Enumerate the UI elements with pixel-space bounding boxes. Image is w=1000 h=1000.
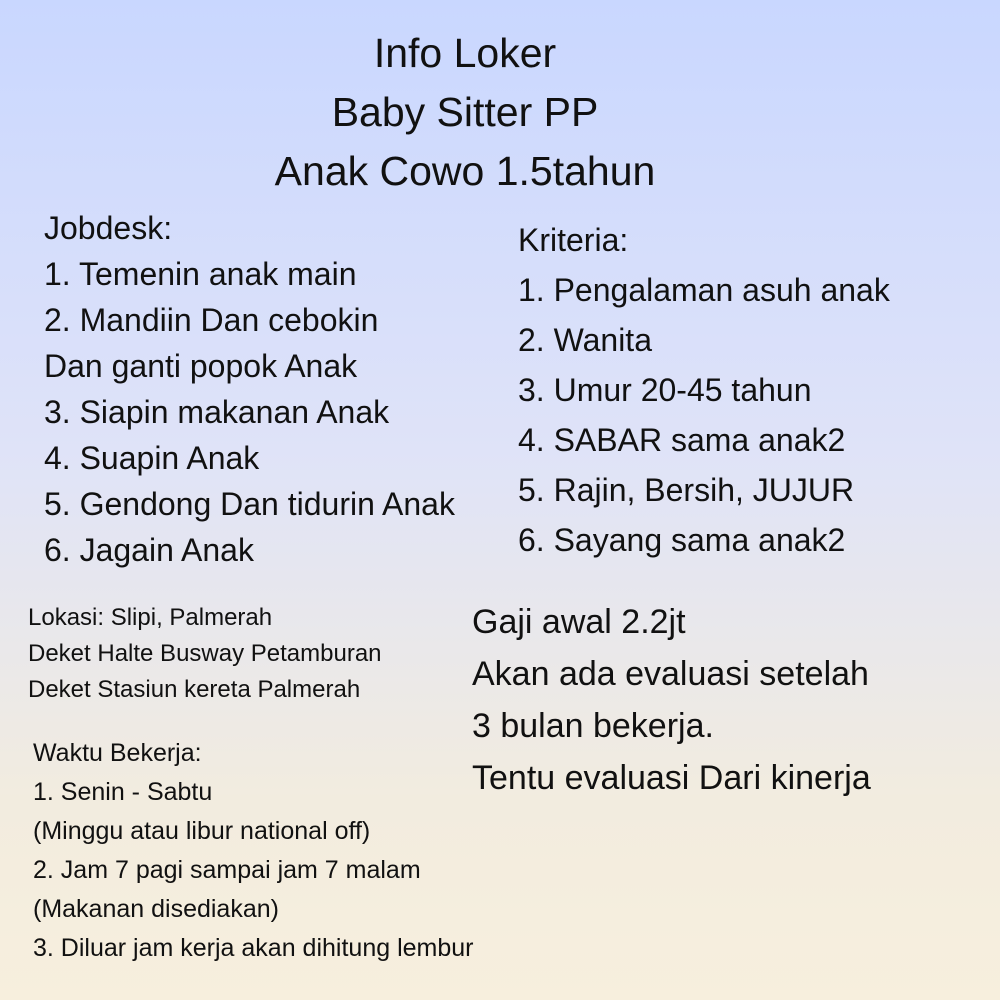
jobdesk-item: 1. Temenin anak main <box>44 256 357 292</box>
lokasi-section <box>28 600 382 708</box>
kriteria-item: 4. SABAR sama anak2 <box>518 422 846 458</box>
job-title-block <box>0 24 930 201</box>
kriteria-section <box>518 215 890 565</box>
jobdesk-item: Dan ganti popok Anak <box>44 348 358 384</box>
waktu-heading: Waktu Bekerja: <box>33 739 202 767</box>
gaji-section <box>472 596 871 804</box>
kriteria-item: 1. Pengalaman asuh anak <box>518 272 890 308</box>
jobdesk-item: 3. Siapin makanan Anak <box>44 394 390 430</box>
gaji-line: Tentu evaluasi Dari kinerja <box>472 759 871 797</box>
waktu-line: (Minggu atau libur national off) <box>33 817 371 845</box>
kriteria-item: 2. Wanita <box>518 322 652 358</box>
gaji-line: 3 bulan bekerja. <box>472 707 714 745</box>
waktu-bekerja-section <box>33 734 474 968</box>
title-line-3: Anak Cowo 1.5tahun <box>274 148 656 194</box>
kriteria-item: 5. Rajin, Bersih, JUJUR <box>518 472 855 508</box>
title-line-2: Baby Sitter PP <box>331 89 599 135</box>
waktu-line: (Makanan disediakan) <box>33 895 279 923</box>
jobdesk-item: 4. Suapin Anak <box>44 440 260 476</box>
lokasi-line: Deket Stasiun kereta Palmerah <box>28 676 361 703</box>
jobdesk-item: 2. Mandiin Dan cebokin <box>44 302 379 338</box>
lokasi-line: Deket Halte Busway Petamburan <box>28 640 382 667</box>
kriteria-item: 3. Umur 20-45 tahun <box>518 372 812 408</box>
gaji-line: Gaji awal 2.2jt <box>472 603 686 641</box>
waktu-line: 2. Jam 7 pagi sampai jam 7 malam <box>33 856 421 884</box>
jobdesk-item: 5. Gendong Dan tidurin Anak <box>44 486 455 522</box>
lokasi-line: Lokasi: Slipi, Palmerah <box>28 604 273 631</box>
jobdesk-item: 6. Jagain Anak <box>44 532 254 568</box>
gaji-line: Akan ada evaluasi setelah <box>472 655 869 693</box>
waktu-line: 1. Senin - Sabtu <box>33 778 213 806</box>
kriteria-heading: Kriteria: <box>518 222 629 258</box>
waktu-line: 3. Diluar jam kerja akan dihitung lembur <box>33 934 474 962</box>
jobdesk-heading: Jobdesk: <box>44 210 173 246</box>
jobdesk-section <box>44 205 455 573</box>
kriteria-item: 6. Sayang sama anak2 <box>518 522 846 558</box>
title-line-1: Info Loker <box>373 30 557 76</box>
